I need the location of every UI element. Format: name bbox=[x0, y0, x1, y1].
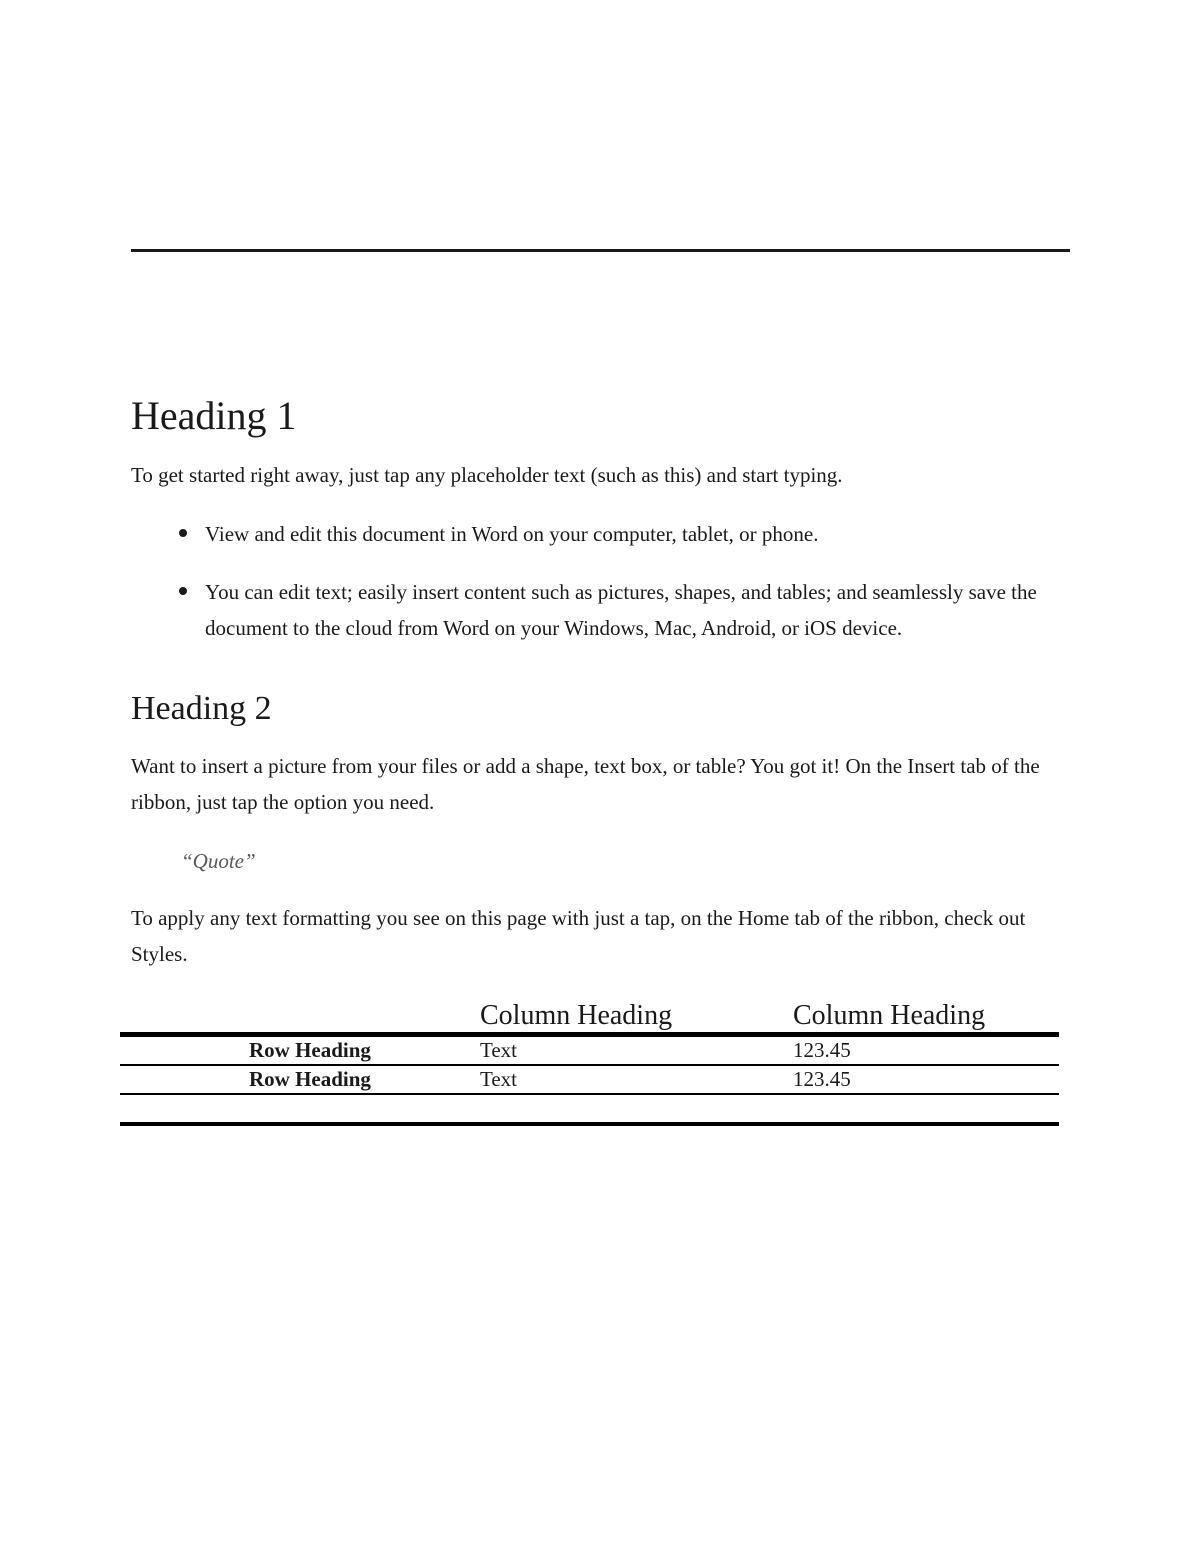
bullet-item bbox=[131, 516, 1076, 552]
insert-paragraph: Want to insert a picture from your files or add a shape, text box, or table? You got it! On the Insert tab of the ribbon, just tap the option you need. bbox=[131, 754, 1040, 814]
row-heading: Row Heading bbox=[120, 1035, 480, 1066]
heading-1: Heading 1 bbox=[131, 393, 297, 438]
bullet-text: View and edit this document in Word on your computer, tablet, or phone. bbox=[205, 522, 819, 546]
bullet-list bbox=[131, 516, 1076, 668]
data-table bbox=[120, 997, 1059, 1126]
table-cell-text: Text bbox=[480, 1035, 793, 1066]
table-cell-text: Text bbox=[480, 1065, 793, 1094]
table-cell-empty bbox=[480, 1094, 793, 1124]
table-row bbox=[120, 1035, 1059, 1066]
horizontal-rule bbox=[131, 249, 1070, 252]
bullet-icon bbox=[179, 529, 187, 537]
heading-2: Heading 2 bbox=[131, 690, 272, 727]
row-heading: Row Heading bbox=[120, 1065, 480, 1094]
column-heading: Column Heading bbox=[793, 997, 1059, 1035]
styles-paragraph: To apply any text formatting you see on this page with just a tap, on the Home tab of the ribbon, check out Styles. bbox=[131, 906, 1026, 966]
table-row bbox=[120, 1065, 1059, 1094]
table-row-empty bbox=[120, 1094, 1059, 1124]
table-header-row bbox=[120, 997, 1059, 1035]
bullet-icon bbox=[179, 587, 187, 595]
bullet-text: You can edit text; easily insert content such as pictures, shapes, and tables; and seamlessly save the document to the cloud from Word on your Windows, Mac, Android, or iOS device. bbox=[205, 580, 1037, 640]
column-heading: Column Heading bbox=[480, 997, 793, 1035]
table-cell-value: 123.45 bbox=[793, 1065, 1059, 1094]
quote: “Quote” bbox=[181, 849, 256, 873]
intro-paragraph: To get started right away, just tap any placeholder text (such as this) and start typing. bbox=[131, 463, 843, 487]
table-cell-value: 123.45 bbox=[793, 1035, 1059, 1066]
empty-header-cell bbox=[120, 997, 480, 1035]
table-cell-empty bbox=[120, 1094, 480, 1124]
bullet-item bbox=[131, 574, 1076, 646]
table-cell-empty bbox=[793, 1094, 1059, 1124]
